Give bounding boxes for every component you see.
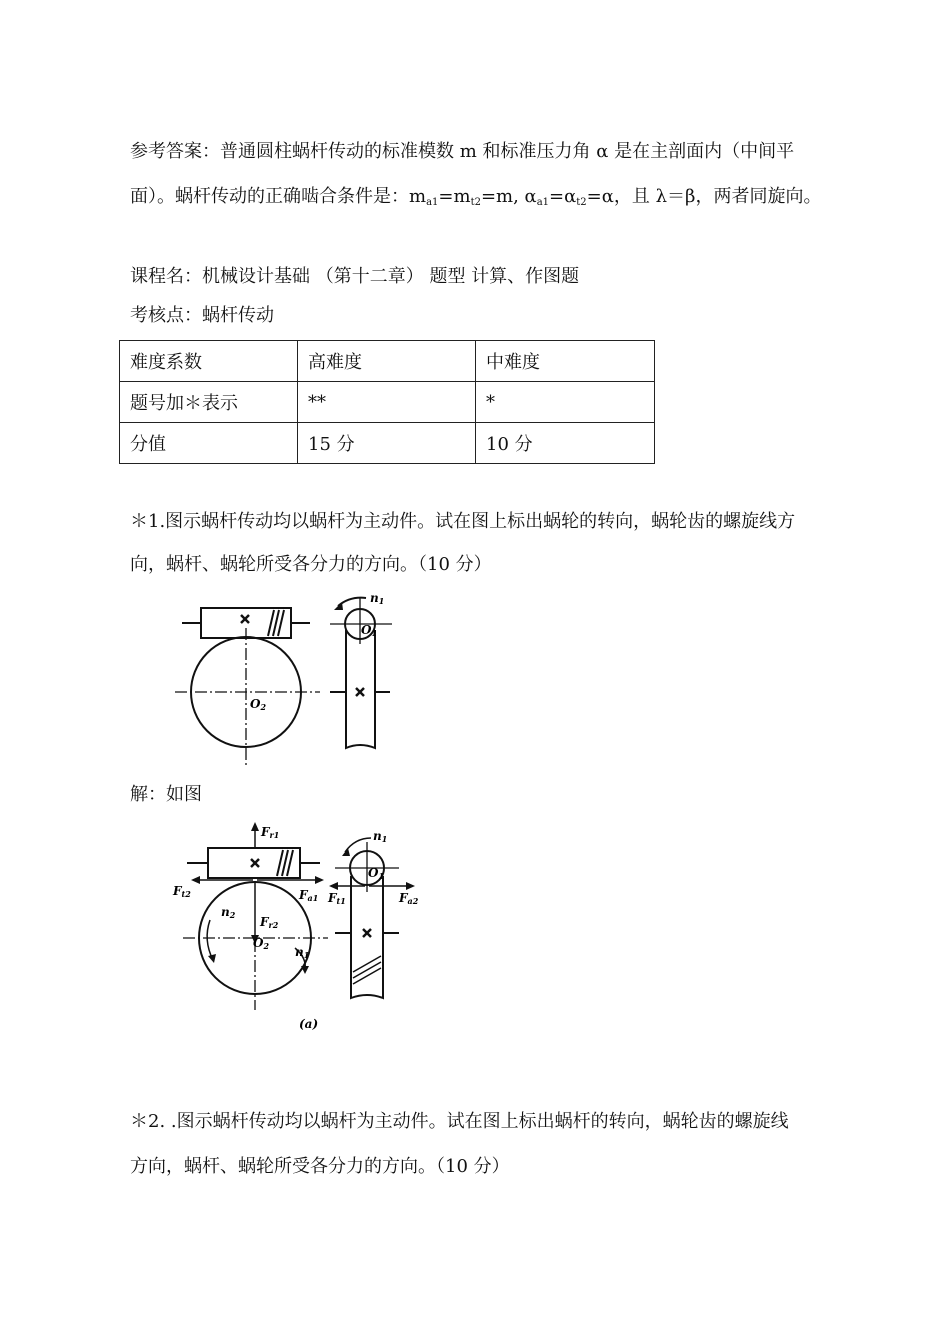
answer-line-1: 参考答案：普通圆柱蜗杆传动的标准模数 m 和标准压力角 α 是在主剖面内（中间平 — [130, 141, 795, 162]
answer-line-2 — [130, 185, 821, 215]
table-row — [120, 382, 655, 423]
n1-wheel-label: n1 — [295, 945, 310, 960]
table-row — [120, 423, 655, 464]
ft1-label: Ft1 — [328, 891, 346, 906]
subscript: t2 — [576, 197, 587, 208]
solution-figure — [165, 820, 435, 1035]
answer-text: =m — [438, 186, 471, 207]
table-cell: 难度系数 — [120, 341, 298, 382]
fr2-label: Fr2 — [260, 915, 279, 930]
wheel-side-view — [346, 630, 375, 748]
table-cell: ** — [298, 382, 476, 423]
course-line: 课程名：机械设计基础 （第十二章） 题型 计算、作图题 — [130, 266, 580, 287]
subscript: a1 — [426, 197, 439, 208]
table-cell: 15 分 — [298, 423, 476, 464]
arrowhead — [191, 876, 200, 884]
q2-line-1: ＊2. .图示蜗杆传动均以蜗杆为主动件。试在图上标出蜗杆的转向，蜗轮齿的螺旋线 — [130, 1111, 789, 1132]
answer-text: =m, α — [480, 186, 537, 207]
table-row — [120, 341, 655, 382]
figure-caption: (a) — [299, 1017, 319, 1031]
answer-text: =α — [549, 186, 577, 207]
table-cell: * — [476, 382, 655, 423]
n1-label: n1 — [373, 829, 388, 844]
o2-label: O2 — [250, 697, 267, 712]
difficulty-table — [119, 340, 655, 464]
fr1-label: Fr1 — [261, 825, 280, 840]
subscript: a1 — [536, 197, 550, 208]
worm-gear-figure — [170, 588, 410, 768]
q1-line-2: 向，蜗杆、蜗轮所受各分力的方向。（10 分） — [130, 554, 492, 575]
arrowhead — [315, 876, 324, 884]
subscript: t2 — [470, 197, 481, 208]
arrowhead — [334, 602, 343, 610]
n1-label: n1 — [370, 591, 385, 606]
fa1-label: Fa1 — [299, 888, 319, 903]
rotation-arrow-n2 — [207, 920, 213, 960]
arrowhead — [251, 822, 259, 831]
fa2-label: Fa2 — [399, 891, 419, 906]
o1-label: O1 — [368, 866, 385, 881]
n2-label: n2 — [221, 905, 236, 920]
arrowhead — [329, 882, 338, 890]
q1-line-1: ＊1.图示蜗杆传动均以蜗杆为主动件。试在图上标出蜗轮的转向，蜗轮齿的螺旋线方 — [130, 511, 796, 532]
wheel-side-view — [351, 876, 383, 998]
q2-line-2: 方向，蜗杆、蜗轮所受各分力的方向。（10 分） — [130, 1156, 510, 1177]
table-cell: 高难度 — [298, 341, 476, 382]
solution-label: 解：如图 — [130, 784, 202, 805]
arrowhead — [208, 954, 216, 963]
arrowhead — [301, 966, 309, 974]
arrowhead — [406, 882, 415, 890]
arrowhead — [342, 848, 350, 856]
answer-text: 面）。蜗杆传动的正确啮合条件是：m — [130, 186, 427, 207]
table-cell: 分值 — [120, 423, 298, 464]
table-cell: 10 分 — [476, 423, 655, 464]
topic-line: 考核点：蜗杆传动 — [130, 305, 274, 326]
o1-label: O1 — [361, 623, 378, 638]
o2-label: O2 — [253, 936, 270, 951]
ft2-label: Ft2 — [173, 884, 191, 899]
answer-text: =α，且 λ＝β，两者同旋向。 — [586, 186, 822, 207]
table-cell: 中难度 — [476, 341, 655, 382]
table-cell: 题号加＊表示 — [120, 382, 298, 423]
